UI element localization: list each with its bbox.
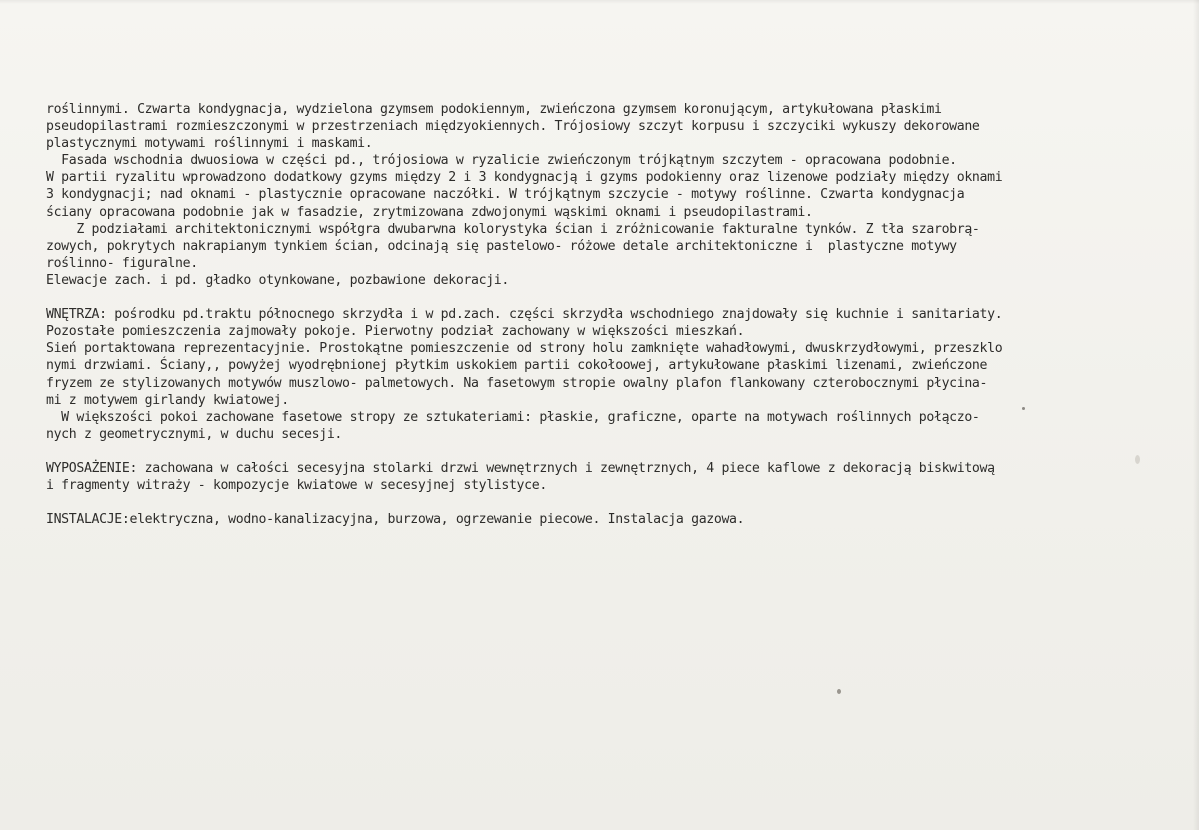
paper-speck [1022,407,1025,410]
paragraph-interiors [46,306,1166,443]
text-line: W większości pokoi zachowane fasetowe stropy ze sztukateriami: płaskie, graficzne, oparte na motywach roślinnych połączo- [46,409,980,425]
text-line: nymi drzwiami. Ściany,, powyżej wyodrębnionej płytkim uskokiem partii cokołoowej, artykułowane płaskimi lizenami, zwieńczone [46,358,988,374]
text-line: WNĘTRZA: pośrodku pd.traktu północnego skrzydła i w pd.zach. części skrzydła wschodniego znajdowały się kuchnie i sanitariaty. [46,307,1003,323]
text-line: Fasada wschodnia dwuosiowa w części pd., trójosiowa w ryzalicie zwieńczonym trójkątnym szczytem - opracowana podobnie. [46,153,957,169]
text-line: pseudopilastrami rozmieszczonymi w przestrzeniach międzyokiennych. Trójosiowy szczyt korpusu i szczyciki wykuszy dekorowane [46,119,980,135]
paper-top-edge [0,0,1199,4]
typed-text-block [46,101,1166,528]
text-line: ściany opracowana podobnie jak w fasadzie, zrytmizowana zdwojonymi wąskimi oknami i pseudopilastrami. [46,204,813,220]
text-line: nych z geometrycznymi, w duchu secesji. [46,426,342,442]
text-line: INSTALACJE:elektryczna, wodno-kanalizacyjna, burzowa, ogrzewanie piecowe. Instalacja gazowa. [46,512,745,528]
paragraph-gap [46,289,1166,306]
text-line: WYPOSAŻENIE: zachowana w całości secesyjna stolarki drzwi wewnętrznych i zewnętrznych, 4 piece kaflowe z dekoracją biskwitową [46,460,995,476]
text-line: roślinnymi. Czwarta kondygnacja, wydzielona gzymsem podokiennym, zwieńczona gzymsem koronującym, artykułowana płaskimi [46,102,942,117]
paragraph-installations [46,511,1166,528]
text-line: zowych, pokrytych nakrapianym tynkiem ścian, odcinają się pastelowo- różowe detale architektoniczne i plastyczne motywy [46,238,957,254]
paragraph-facades [46,101,1166,289]
text-line: Z podziałami architektonicznymi współgra dwubarwna kolorystyka ścian i zróżnicowanie fakturalne tynków. Z tła szarobrą- [46,221,980,237]
paragraph-gap [46,443,1166,460]
text-line: Pozostałe pomieszczenia zajmowały pokoje. Pierwotny podział zachowany w większości mieszkań. [46,324,745,340]
text-line: 3 kondygnacji; nad oknami - plastycznie opracowane naczółki. W trójkątnym szczycie - motywy roślinne. Czwarta kondygnacja [46,187,965,203]
text-line: mi z motywem girlandy kwiatowej. [46,392,289,408]
paper-speck [837,689,841,694]
text-line: W partii ryzalitu wprowadzono dodatkowy gzyms między 2 i 3 kondygnacją i gzyms podokienny oraz lizenowe podziały między oknami [46,170,1003,186]
text-line: i fragmenty witraży - kompozycje kwiatowe w secesyjnej stylistyce. [46,478,547,494]
text-line: fryzem ze stylizowanych motywów muszlowo- palmetowych. Na fasetowym stropie owalny plafon flankowany czterobocznymi płycina- [46,375,988,391]
text-line: plastycznymi motywami roślinnymi i maskami. [46,136,373,152]
paragraph-equipment [46,460,1166,494]
paragraph-gap [46,494,1166,511]
paper-right-edge [1193,0,1199,830]
text-line: roślinno- figuralne. [46,255,198,271]
text-line: Elewacje zach. i pd. gładko otynkowane, pozbawione dekoracji. [46,272,509,288]
paper-speck [1135,455,1140,464]
text-line: Sień portaktowana reprezentacyjnie. Prostokątne pomieszczenie od strony holu zamknięte wahadłowymi, dwuskrzydłowymi, przeszklo [46,341,1003,357]
